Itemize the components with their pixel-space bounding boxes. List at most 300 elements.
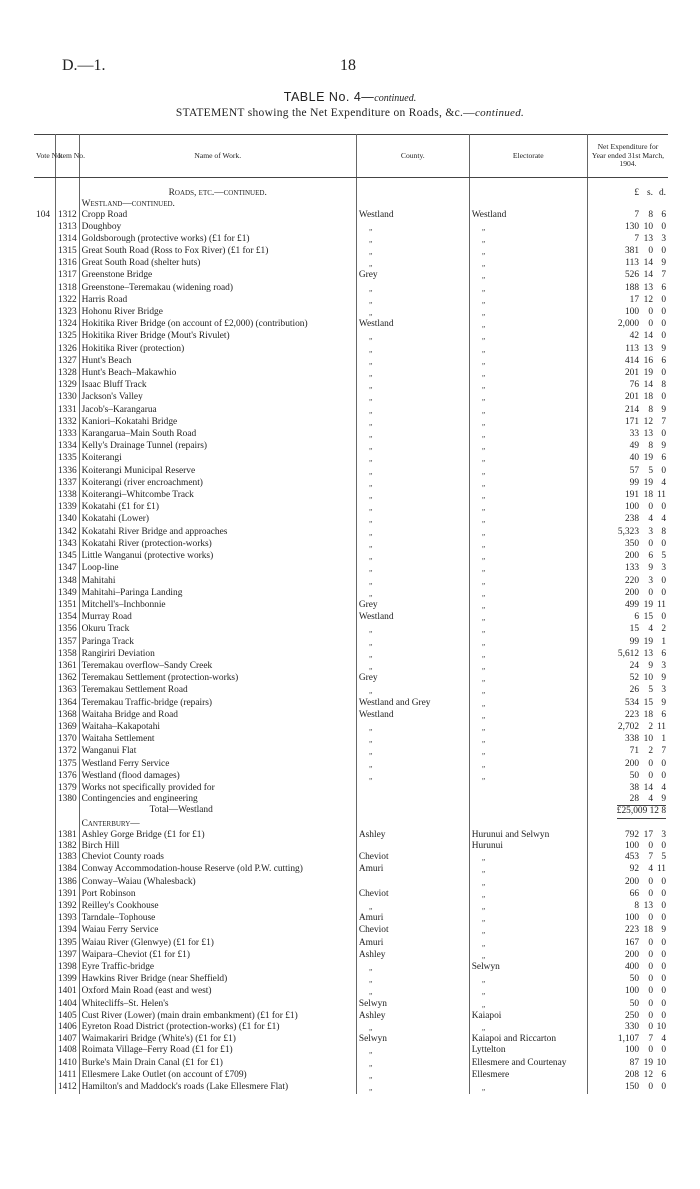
item-number: 1358 bbox=[55, 649, 79, 661]
amount-shillings: 7 bbox=[648, 852, 653, 863]
vote-cell bbox=[34, 661, 55, 673]
county-text: Grey bbox=[358, 270, 378, 281]
electorate-text: „ bbox=[481, 975, 487, 985]
amount-pence: 0 bbox=[661, 575, 666, 586]
table-row bbox=[34, 710, 668, 722]
electorate bbox=[469, 588, 587, 600]
county-text: „ bbox=[368, 722, 374, 732]
net-expenditure bbox=[587, 405, 668, 417]
work-name-text: Hokitika River Bridge (on account of £2,000) (contribution) bbox=[81, 319, 308, 330]
amount-pounds: 414 bbox=[624, 355, 639, 366]
amount-pence: 0 bbox=[661, 949, 666, 960]
electorate-text: „ bbox=[481, 295, 487, 305]
vote-cell bbox=[34, 819, 55, 830]
item-number: 1392 bbox=[55, 901, 79, 913]
work-name-text: Rangiriri Deviation bbox=[81, 648, 155, 659]
electorate bbox=[469, 771, 587, 783]
electorate-text: „ bbox=[481, 588, 487, 598]
item-number: 1334 bbox=[55, 441, 79, 453]
vote-cell bbox=[34, 841, 55, 852]
work-name bbox=[79, 1070, 356, 1082]
electorate-text: „ bbox=[481, 698, 487, 708]
item-number: 1329 bbox=[55, 380, 79, 392]
county bbox=[356, 830, 469, 841]
county bbox=[356, 600, 469, 612]
county-text: „ bbox=[368, 381, 374, 391]
electorate-text: „ bbox=[481, 539, 487, 549]
electorate bbox=[469, 1011, 587, 1022]
amount-pounds: 208 bbox=[624, 1069, 639, 1080]
electorate bbox=[469, 734, 587, 746]
work-name-text: Hawkins River Bridge (near Sheffield) bbox=[81, 974, 228, 985]
work-name-text: Greenstone Bridge bbox=[81, 270, 153, 281]
work-name bbox=[79, 950, 356, 962]
amount-pence: 4 bbox=[661, 514, 666, 525]
work-name-text: Harris Road bbox=[81, 294, 128, 305]
work-name-text: Isaac Bluff Track bbox=[81, 380, 147, 391]
amount-pounds: 28 bbox=[629, 794, 639, 805]
county-text: „ bbox=[368, 466, 374, 476]
net-expenditure bbox=[587, 974, 668, 986]
amount-pence: 0 bbox=[661, 502, 666, 513]
county bbox=[356, 1011, 469, 1022]
item-number: 1328 bbox=[55, 368, 79, 380]
net-expenditure bbox=[587, 819, 668, 830]
county-text: „ bbox=[368, 478, 374, 488]
amount-pence: 1 bbox=[661, 734, 666, 745]
item-number: 1412 bbox=[55, 1082, 79, 1094]
county bbox=[356, 962, 469, 974]
vote-cell bbox=[34, 734, 55, 746]
table-row bbox=[34, 734, 668, 746]
amount-pence: 0 bbox=[661, 587, 666, 598]
table-row bbox=[34, 356, 668, 368]
work-name bbox=[79, 1045, 356, 1057]
electorate bbox=[469, 514, 587, 526]
amount-pence: 10 bbox=[656, 1022, 666, 1033]
item-number: 1345 bbox=[55, 551, 79, 563]
amount-pence: 0 bbox=[661, 998, 666, 1009]
vote-cell bbox=[34, 830, 55, 841]
item-number: 1395 bbox=[55, 938, 79, 950]
col-electorate-header: Electorate bbox=[469, 135, 587, 178]
electorate bbox=[469, 783, 587, 794]
electorate bbox=[469, 417, 587, 429]
currency-pence: d. bbox=[658, 188, 666, 198]
work-name-text: Great South Road (shelter huts) bbox=[81, 258, 201, 269]
net-expenditure bbox=[587, 453, 668, 465]
county bbox=[356, 527, 469, 539]
amount-pounds: 92 bbox=[629, 864, 639, 875]
work-name bbox=[79, 649, 356, 661]
table-row bbox=[34, 841, 668, 852]
vote-cell bbox=[34, 283, 55, 295]
electorate bbox=[469, 466, 587, 478]
item-number: 1369 bbox=[55, 722, 79, 734]
net-expenditure bbox=[587, 938, 668, 950]
amount-shillings: 0 bbox=[648, 758, 653, 769]
work-name-text: Doughboy bbox=[81, 221, 122, 232]
amount-pounds: 66 bbox=[629, 888, 639, 899]
electorate-text: „ bbox=[481, 283, 487, 293]
electorate bbox=[469, 429, 587, 441]
electorate bbox=[469, 710, 587, 722]
currency-pounds: £ bbox=[634, 188, 639, 198]
vote-cell bbox=[34, 864, 55, 876]
amount-pence: 3 bbox=[661, 563, 666, 574]
net-expenditure bbox=[587, 649, 668, 661]
net-expenditure bbox=[587, 588, 668, 600]
work-name bbox=[79, 685, 356, 697]
work-name-text: Birch Hill bbox=[81, 840, 120, 851]
item-number: 1339 bbox=[55, 502, 79, 514]
net-expenditure bbox=[587, 600, 668, 612]
amount-pounds: 113 bbox=[625, 258, 639, 269]
net-expenditure bbox=[587, 794, 668, 805]
amount-shillings: 0 bbox=[648, 840, 653, 851]
amount-shillings: 0 bbox=[648, 998, 653, 1009]
electorate-text: „ bbox=[481, 901, 487, 911]
item-number: 1323 bbox=[55, 307, 79, 319]
county bbox=[356, 950, 469, 962]
work-name-text: Teremakau Traffic-bridge (repairs) bbox=[81, 697, 212, 708]
canterbury-heading: Canterbury— bbox=[79, 819, 356, 830]
electorate-text: „ bbox=[481, 515, 487, 525]
amount-pence: 11 bbox=[656, 721, 666, 732]
amount-pence: 8 bbox=[661, 380, 666, 391]
vote-cell bbox=[34, 563, 55, 575]
vote-cell bbox=[34, 356, 55, 368]
electorate bbox=[469, 210, 587, 221]
amount-pounds: 7 bbox=[634, 233, 639, 244]
electorate bbox=[469, 453, 587, 465]
amount-pence: 0 bbox=[661, 888, 666, 899]
amount-shillings: 15 bbox=[643, 697, 653, 708]
vote-cell bbox=[34, 649, 55, 661]
net-expenditure bbox=[587, 283, 668, 295]
amount-shillings: 0 bbox=[648, 949, 653, 960]
item-number: 1332 bbox=[55, 417, 79, 429]
work-name bbox=[79, 344, 356, 356]
table-row bbox=[34, 864, 668, 876]
county bbox=[356, 637, 469, 649]
county bbox=[356, 356, 469, 368]
amount-pence: 0 bbox=[661, 900, 666, 911]
amount-shillings: 9 bbox=[648, 563, 653, 574]
work-name bbox=[79, 889, 356, 901]
table-row bbox=[34, 331, 668, 343]
work-name bbox=[79, 551, 356, 563]
work-name bbox=[79, 1082, 356, 1094]
amount-pence: 9 bbox=[661, 343, 666, 354]
amount-pence: 9 bbox=[661, 258, 666, 269]
amount-pounds: 33 bbox=[629, 429, 639, 440]
electorate bbox=[469, 637, 587, 649]
electorate-text: Kaiapoi bbox=[471, 1010, 502, 1021]
work-name bbox=[79, 600, 356, 612]
amount-shillings: 12 bbox=[643, 416, 653, 427]
amount-pence: 0 bbox=[661, 937, 666, 948]
amount-pounds: 381 bbox=[624, 246, 639, 257]
county-text: „ bbox=[368, 344, 374, 354]
county-text: „ bbox=[368, 527, 374, 537]
electorate bbox=[469, 1022, 587, 1034]
amount-shillings: 18 bbox=[643, 490, 653, 501]
item-number: 1361 bbox=[55, 661, 79, 673]
westland-heading: Westland—continued. bbox=[79, 199, 356, 210]
electorate-text: „ bbox=[481, 369, 487, 379]
amount-pounds: 214 bbox=[624, 404, 639, 415]
work-name bbox=[79, 698, 356, 710]
electorate-text: „ bbox=[481, 710, 487, 720]
work-name bbox=[79, 759, 356, 771]
table-row bbox=[34, 588, 668, 600]
county bbox=[356, 974, 469, 986]
electorate bbox=[469, 478, 587, 490]
amount-pounds: 2,702 bbox=[617, 721, 639, 732]
amount-pence: 0 bbox=[661, 294, 666, 305]
county bbox=[356, 392, 469, 404]
electorate bbox=[469, 331, 587, 343]
county-text: „ bbox=[368, 442, 374, 452]
amount-pence: 0 bbox=[661, 986, 666, 997]
county-text: Grey bbox=[358, 673, 378, 684]
amount-shillings: 0 bbox=[648, 502, 653, 513]
electorate-text: „ bbox=[481, 576, 487, 586]
county bbox=[356, 331, 469, 343]
total-amount bbox=[587, 805, 668, 818]
amount-shillings: 5 bbox=[648, 685, 653, 696]
table-row bbox=[34, 624, 668, 636]
amount-shillings: 0 bbox=[648, 1082, 653, 1093]
electorate-text: „ bbox=[481, 600, 487, 610]
table-row bbox=[34, 830, 668, 841]
amount-pence: 11 bbox=[656, 864, 666, 875]
work-name-text: Koiterangi–Whitcombe Track bbox=[81, 490, 194, 501]
electorate bbox=[469, 1058, 587, 1070]
county bbox=[356, 514, 469, 526]
item-number: 1318 bbox=[55, 283, 79, 295]
table-row bbox=[34, 1058, 668, 1070]
county bbox=[356, 852, 469, 864]
page-header bbox=[0, 0, 700, 130]
work-name bbox=[79, 295, 356, 307]
county-text: „ bbox=[368, 369, 374, 379]
work-name bbox=[79, 771, 356, 783]
electorate bbox=[469, 234, 587, 246]
work-name-text: Jackson's Valley bbox=[81, 392, 143, 403]
county bbox=[356, 783, 469, 794]
statement-title bbox=[0, 107, 700, 119]
county-text: „ bbox=[368, 405, 374, 415]
county bbox=[356, 805, 469, 818]
expenditure-table bbox=[34, 134, 668, 1094]
item-number: 1342 bbox=[55, 527, 79, 539]
work-name-text: Koiterangi (river encroachment) bbox=[81, 477, 203, 488]
table-row bbox=[34, 466, 668, 478]
electorate bbox=[469, 490, 587, 502]
amount-pounds: 200 bbox=[624, 949, 639, 960]
amount-pence: 4 bbox=[661, 1034, 666, 1045]
item-number: 1368 bbox=[55, 710, 79, 722]
amount-pence: 0 bbox=[661, 1082, 666, 1093]
amount-pence: 8 bbox=[661, 526, 666, 537]
amount-shillings: 0 bbox=[648, 587, 653, 598]
amount-pence: 11 bbox=[656, 490, 666, 501]
county bbox=[356, 612, 469, 624]
work-name-text: Waimakariri Bridge (White's) (£1 for £1) bbox=[81, 1034, 236, 1045]
table-row bbox=[34, 1034, 668, 1045]
amount-pounds: 26 bbox=[629, 685, 639, 696]
work-name bbox=[79, 962, 356, 974]
item-number: 1354 bbox=[55, 612, 79, 624]
work-name bbox=[79, 783, 356, 794]
amount-pounds: 87 bbox=[629, 1057, 639, 1068]
county-text: Cheviot bbox=[358, 925, 389, 936]
work-name-text: Ashley Gorge Bridge (£1 for £1) bbox=[81, 829, 205, 840]
county-text: Ashley bbox=[358, 949, 386, 960]
county bbox=[356, 986, 469, 998]
item-number: 1411 bbox=[55, 1070, 79, 1082]
net-expenditure bbox=[587, 852, 668, 864]
item-number: 1340 bbox=[55, 514, 79, 526]
electorate bbox=[469, 673, 587, 685]
amount-pounds: 113 bbox=[625, 343, 639, 354]
electorate-text: „ bbox=[481, 271, 487, 281]
electorate-text: „ bbox=[481, 950, 487, 960]
work-name-text: Koiterangi Municipal Reserve bbox=[81, 465, 196, 476]
work-name-text: Waitaha–Kakapotahi bbox=[81, 721, 161, 732]
vote-cell bbox=[34, 794, 55, 805]
amount-pence: 4 bbox=[661, 782, 666, 793]
vote-cell bbox=[34, 637, 55, 649]
vote-cell bbox=[34, 453, 55, 465]
amount-pounds: 220 bbox=[624, 575, 639, 586]
county-text: „ bbox=[368, 417, 374, 427]
electorate bbox=[469, 913, 587, 925]
electorate-text: „ bbox=[481, 527, 487, 537]
work-name-text: Eyreton Road District (protection-works) (£1 for £1) bbox=[81, 1022, 280, 1033]
county bbox=[356, 478, 469, 490]
amount-pounds: 201 bbox=[624, 368, 639, 379]
electorate-text: „ bbox=[481, 771, 487, 781]
item-number: 1351 bbox=[55, 600, 79, 612]
county-text: „ bbox=[368, 247, 374, 257]
item-number: 1405 bbox=[55, 1011, 79, 1022]
table-row bbox=[34, 246, 668, 258]
work-name-text: Waiau Ferry Service bbox=[81, 925, 159, 936]
amount-pence: 3 bbox=[661, 660, 666, 671]
work-name-text: Okuru Track bbox=[81, 624, 130, 635]
vote-cell bbox=[34, 234, 55, 246]
amount-pounds: 40 bbox=[629, 453, 639, 464]
amount-shillings: 15 bbox=[643, 612, 653, 623]
net-expenditure bbox=[587, 999, 668, 1011]
table-title-text: TABLE No. 4— bbox=[283, 90, 375, 104]
vote-cell bbox=[34, 527, 55, 539]
amount-pounds: 330 bbox=[624, 1022, 639, 1033]
county-text: „ bbox=[368, 430, 374, 440]
county-text: „ bbox=[368, 987, 374, 997]
table-row bbox=[34, 392, 668, 404]
electorate-text: „ bbox=[481, 914, 487, 924]
work-name bbox=[79, 502, 356, 514]
electorate bbox=[469, 974, 587, 986]
county-text: Amuri bbox=[358, 937, 384, 948]
work-name bbox=[79, 514, 356, 526]
county-text: „ bbox=[368, 963, 374, 972]
amount-pounds: 223 bbox=[624, 925, 639, 936]
amount-shillings: 8 bbox=[648, 210, 653, 221]
vote-cell bbox=[34, 986, 55, 998]
amount-pounds: 49 bbox=[629, 441, 639, 452]
amount-pence: 0 bbox=[661, 612, 666, 623]
amount-pence: 7 bbox=[661, 746, 666, 757]
electorate-text: Westland bbox=[471, 210, 507, 221]
amount-shillings: 5 bbox=[648, 465, 653, 476]
amount-shillings: 14 bbox=[643, 270, 653, 281]
work-name bbox=[79, 307, 356, 319]
electorate-text: „ bbox=[481, 430, 487, 440]
county-text: „ bbox=[368, 234, 374, 244]
work-name-text: Hunt's Beach–Makawhio bbox=[81, 368, 177, 379]
item-number: 1394 bbox=[55, 925, 79, 937]
vote-cell bbox=[34, 1058, 55, 1070]
work-name bbox=[79, 925, 356, 937]
work-name-text: Goldsborough (protective works) (£1 for £1) bbox=[81, 233, 250, 244]
amount-shillings: 4 bbox=[648, 624, 653, 635]
amount-pence: 2 bbox=[661, 624, 666, 635]
work-name bbox=[79, 563, 356, 575]
electorate-text: „ bbox=[481, 234, 487, 244]
work-name bbox=[79, 441, 356, 453]
item-number: 1349 bbox=[55, 588, 79, 600]
currency-shillings: s. bbox=[647, 188, 653, 198]
table-row bbox=[34, 222, 668, 234]
work-name bbox=[79, 722, 356, 734]
net-expenditure bbox=[587, 270, 668, 282]
item-number: 1336 bbox=[55, 466, 79, 478]
amount-shillings: 17 bbox=[643, 829, 653, 840]
item-number bbox=[55, 805, 79, 818]
vote-cell bbox=[34, 612, 55, 624]
amount-pence: 0 bbox=[661, 538, 666, 549]
item-number: 1364 bbox=[55, 698, 79, 710]
electorate-text: „ bbox=[481, 747, 487, 757]
amount-pounds: 338 bbox=[624, 734, 639, 745]
electorate-text: „ bbox=[481, 987, 487, 997]
vote-cell bbox=[34, 1045, 55, 1057]
amount-shillings: 10 bbox=[643, 734, 653, 745]
net-expenditure bbox=[587, 368, 668, 380]
amount-shillings: 2 bbox=[648, 746, 653, 757]
county bbox=[356, 563, 469, 575]
net-expenditure bbox=[587, 234, 668, 246]
amount-pence: 6 bbox=[661, 355, 666, 366]
vote-cell bbox=[34, 1022, 55, 1034]
net-expenditure bbox=[587, 331, 668, 343]
work-name-text: Murray Road bbox=[81, 612, 132, 623]
electorate-text: „ bbox=[481, 320, 487, 330]
vote-cell bbox=[34, 673, 55, 685]
electorate-text: „ bbox=[481, 442, 487, 452]
amount-pounds: 17 bbox=[629, 294, 639, 305]
amount-shillings: 13 bbox=[643, 233, 653, 244]
amount-pence: 6 bbox=[661, 709, 666, 720]
work-name-text: Paringa Track bbox=[81, 636, 134, 647]
item-number: 1384 bbox=[55, 864, 79, 876]
amount-pence: 6 bbox=[661, 1069, 666, 1080]
